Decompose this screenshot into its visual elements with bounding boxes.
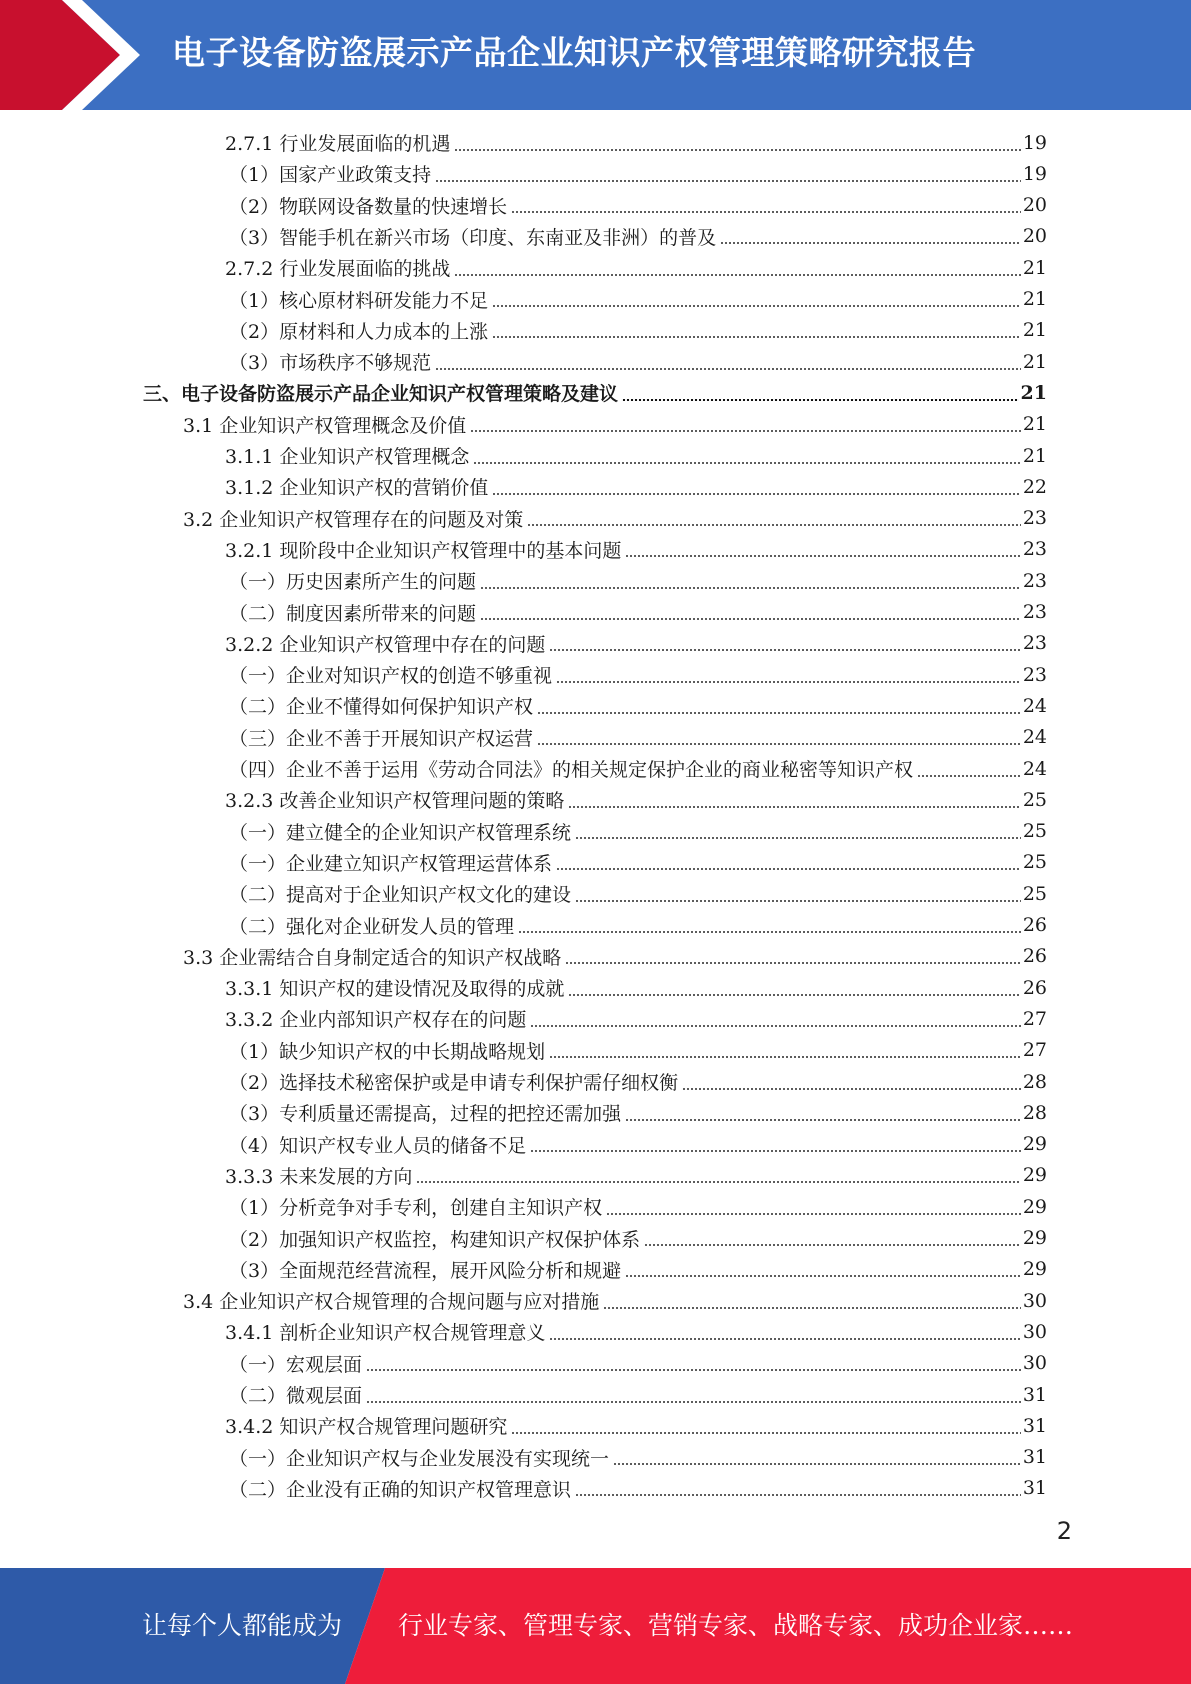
- toc-entry-page: 25: [1022, 851, 1047, 874]
- toc-entry-title: （一）历史因素所产生的问题: [229, 571, 477, 594]
- toc-entry[interactable]: [225, 252, 1047, 283]
- toc-entry[interactable]: [143, 377, 1047, 408]
- toc-dot-leader: [366, 1401, 1021, 1403]
- toc-entry-page: 21: [1020, 381, 1047, 404]
- toc-dot-leader: [575, 1494, 1021, 1496]
- toc-entry-page: 29: [1022, 1133, 1047, 1156]
- toc-entry-title: 3.1 企业知识产权管理概念及价值: [183, 414, 467, 437]
- toc-entry[interactable]: [229, 847, 1047, 878]
- toc-entry[interactable]: [229, 315, 1047, 346]
- toc-entry[interactable]: [229, 1348, 1047, 1379]
- header-arrow-icon: [0, 0, 160, 110]
- toc-entry[interactable]: [229, 1191, 1047, 1222]
- toc-entry-title: 3.3.3 未来发展的方向: [225, 1165, 413, 1188]
- toc-entry-page: 31: [1022, 1477, 1047, 1500]
- toc-entry-title: （三）企业不善于开展知识产权运营: [229, 727, 534, 750]
- toc-dot-leader: [568, 994, 1020, 996]
- toc-entry-title: 3.2.3 改善企业知识产权管理问题的策略: [225, 790, 565, 813]
- toc-entry-page: 21: [1022, 444, 1047, 467]
- toc-entry-page: 26: [1022, 914, 1047, 936]
- toc-dot-leader: [530, 1150, 1021, 1152]
- toc-entry-title: 3.4.1 剖析企业知识产权合规管理意义: [225, 1322, 546, 1345]
- toc-entry[interactable]: [229, 284, 1047, 315]
- toc-dot-leader: [454, 149, 1020, 151]
- toc-entry-title: 3.2.2 企业知识产权管理中存在的问题: [225, 633, 546, 656]
- toc-entry-title: （2）物联网设备数量的快速增长: [229, 195, 508, 218]
- toc-entry-title: 三、电子设备防盗展示产品企业知识产权管理策略及建议: [143, 383, 619, 406]
- toc-dot-leader: [606, 1213, 1021, 1215]
- toc-entry-title: （3）全面规范经营流程，展开风险分析和规避: [229, 1259, 622, 1282]
- toc-entry-title: 3.3.2 企业内部知识产权存在的问题: [225, 1009, 527, 1032]
- toc-entry-title: 2.7.2 行业发展面临的挑战: [225, 258, 451, 281]
- toc-entry[interactable]: [229, 753, 1047, 784]
- toc-entry-page: 23: [1022, 507, 1047, 530]
- toc-entry[interactable]: [229, 221, 1047, 252]
- page-footer: [0, 1568, 1191, 1684]
- toc-dot-leader: [625, 1119, 1021, 1121]
- toc-dot-leader: [682, 1088, 1021, 1090]
- toc-entry-page: 24: [1022, 757, 1047, 780]
- toc-entry-page: 21: [1022, 319, 1047, 342]
- toc-dot-leader: [480, 587, 1021, 589]
- toc-dot-leader: [613, 1463, 1021, 1465]
- toc-entry-title: （3）专利质量还需提高，过程的把控还需加强: [229, 1103, 622, 1126]
- toc-entry-title: （1）国家产业政策支持: [229, 164, 432, 187]
- toc-dot-leader: [492, 305, 1021, 307]
- toc-entry[interactable]: [225, 440, 1047, 471]
- toc-entry-title: （四）企业不善于运用《劳动合同法》的相关规定保护企业的商业秘密等知识产权: [229, 759, 914, 781]
- toc-entry-page: 26: [1022, 945, 1047, 968]
- report-title: 电子设备防盗展示产品企业知识产权管理策略研究报告: [172, 33, 976, 72]
- toc-entry-page: 31: [1022, 1383, 1047, 1406]
- toc-entry-page: 23: [1022, 632, 1047, 655]
- toc-dot-leader: [473, 462, 1020, 464]
- toc-entry[interactable]: [225, 1316, 1047, 1347]
- toc-dot-leader: [518, 931, 1021, 933]
- toc-dot-leader: [603, 1307, 1021, 1309]
- toc-entry[interactable]: [229, 346, 1047, 377]
- page-number: 2: [1056, 1517, 1072, 1545]
- toc-entry[interactable]: [183, 1285, 1047, 1316]
- toc-entry-page: 25: [1022, 882, 1047, 905]
- toc-dot-leader: [917, 775, 1021, 777]
- toc-dot-leader: [549, 1056, 1021, 1058]
- toc-entry-page: 23: [1022, 538, 1047, 561]
- toc-dot-leader: [622, 399, 1019, 401]
- toc-entry-page: 30: [1022, 1289, 1047, 1312]
- toc-entry[interactable]: [229, 565, 1047, 596]
- toc-entry-page: 26: [1022, 976, 1047, 999]
- toc-entry-page: 21: [1022, 256, 1047, 279]
- toc-entry-title: （二）微观层面: [229, 1385, 363, 1407]
- toc-dot-leader: [530, 1025, 1020, 1027]
- page-header: [0, 0, 1191, 110]
- footer-slogan-left: 让每个人都能成为: [142, 1611, 343, 1640]
- toc-entry[interactable]: [229, 597, 1047, 628]
- toc-entry[interactable]: [183, 503, 1047, 534]
- toc-entry-page: 27: [1022, 1039, 1047, 1062]
- toc-entry[interactable]: [229, 1254, 1047, 1285]
- toc-entry[interactable]: [225, 628, 1047, 659]
- toc-entry-page: 19: [1022, 131, 1047, 154]
- toc-dot-leader: [435, 180, 1021, 182]
- toc-entry-title: 3.4 企业知识产权合规管理的合规问题与应对措施: [183, 1291, 600, 1314]
- toc-entry-title: （一）企业对知识产权的创造不够重视: [229, 665, 553, 688]
- toc-entry-page: 25: [1022, 820, 1047, 843]
- toc-entry-title: 3.2.1 现阶段中企业知识产权管理中的基本问题: [225, 539, 622, 562]
- toc-entry-title: （1）缺少知识产权的中长期战略规划: [229, 1040, 546, 1063]
- toc-dot-leader: [470, 430, 1021, 432]
- toc-entry-title: 3.1.1 企业知识产权管理概念: [225, 446, 470, 468]
- toc-entry[interactable]: [229, 1129, 1047, 1160]
- toc-entry[interactable]: [229, 1035, 1047, 1066]
- toc-entry-page: 31: [1022, 1414, 1047, 1437]
- toc-entry[interactable]: [225, 1160, 1047, 1191]
- toc-entry-page: 28: [1022, 1070, 1047, 1093]
- toc-entry-title: （一）企业知识产权与企业发展没有实现统一: [229, 1447, 610, 1470]
- toc-entry-page: 30: [1022, 1320, 1047, 1343]
- toc-entry-page: 20: [1022, 194, 1047, 217]
- toc-entry[interactable]: [229, 158, 1047, 189]
- toc-entry[interactable]: [225, 972, 1047, 1003]
- toc-entry-page: 31: [1022, 1446, 1047, 1469]
- toc-entry-title: （1）核心原材料研发能力不足: [229, 289, 489, 312]
- toc-dot-leader: [492, 336, 1021, 338]
- toc-dot-leader: [537, 712, 1021, 714]
- toc-entry-title: （二）企业没有正确的知识产权管理意识: [229, 1478, 572, 1501]
- toc-entry[interactable]: [225, 127, 1047, 158]
- toc-dot-leader: [492, 493, 1020, 495]
- toc-entry-title: （二）企业不懂得如何保护知识产权: [229, 696, 534, 719]
- toc-entry-page: 21: [1022, 288, 1047, 310]
- toc-entry-title: 2.7.1 行业发展面临的机遇: [225, 133, 451, 155]
- toc-entry[interactable]: [229, 722, 1047, 753]
- toc-entry[interactable]: [225, 534, 1047, 565]
- toc-entry-title: （一）企业建立知识产权管理运营体系: [229, 852, 553, 875]
- toc-entry-page: 22: [1022, 475, 1047, 498]
- toc-entry-title: 3.2 企业知识产权管理存在的问题及对策: [183, 508, 524, 531]
- footer-slogan-right: 行业专家、管理专家、营销专家、战略专家、成功企业家……: [398, 1611, 1074, 1640]
- toc-entry-title: 3.1.2 企业知识产权的营销价值: [225, 477, 489, 500]
- toc-entry[interactable]: [229, 190, 1047, 221]
- toc-entry[interactable]: [229, 690, 1047, 721]
- toc-entry-page: 29: [1022, 1164, 1047, 1187]
- toc-entry[interactable]: [229, 1473, 1047, 1504]
- toc-entry-title: （1）分析竞争对手专利，创建自主知识产权: [229, 1197, 603, 1220]
- toc-entry[interactable]: [229, 910, 1047, 941]
- toc-entry-title: 3.3.1 知识产权的建设情况及取得的成就: [225, 978, 565, 1001]
- toc-entry[interactable]: [229, 1097, 1047, 1128]
- toc-entry-page: 25: [1022, 788, 1047, 811]
- toc-entry-page: 23: [1022, 569, 1047, 592]
- toc-entry[interactable]: [229, 1223, 1047, 1254]
- toc-dot-leader: [527, 524, 1021, 526]
- toc-dot-leader: [549, 1338, 1020, 1340]
- toc-entry[interactable]: [183, 409, 1047, 440]
- toc-dot-leader: [565, 962, 1021, 964]
- toc-entry-page: 29: [1022, 1227, 1047, 1249]
- toc-dot-leader: [480, 618, 1021, 620]
- toc-entry-title: （4）知识产权专业人员的储备不足: [229, 1134, 527, 1157]
- toc-entry[interactable]: [229, 659, 1047, 690]
- toc-entry-title: （二）制度因素所带来的问题: [229, 602, 477, 625]
- toc-entry-title: 3.3 企业需结合自身制定适合的知识产权战略: [183, 946, 562, 969]
- toc-dot-leader: [644, 1244, 1021, 1246]
- toc-entry-page: 27: [1022, 1007, 1047, 1030]
- toc-entry[interactable]: [225, 784, 1047, 815]
- toc-entry-title: （二）提高对于企业知识产权文化的建设: [229, 884, 572, 907]
- toc-entry[interactable]: [229, 878, 1047, 909]
- toc-dot-leader: [556, 681, 1021, 683]
- toc-entry-page: 19: [1022, 162, 1047, 185]
- toc-entry-title: （一）宏观层面: [229, 1353, 363, 1376]
- toc-dot-leader: [366, 1369, 1021, 1371]
- toc-entry[interactable]: [225, 1410, 1047, 1441]
- toc-entry-title: （3）市场秩序不够规范: [229, 352, 432, 375]
- toc-entry-page: 29: [1022, 1195, 1047, 1218]
- toc-entry-title: （2）选择技术秘密保护或是申请专利保护需仔细权衡: [229, 1072, 679, 1094]
- toc-entry-title: （一）建立健全的企业知识产权管理系统: [229, 821, 572, 844]
- toc-entry-page: 20: [1022, 225, 1047, 248]
- toc-dot-leader: [454, 274, 1020, 276]
- toc-entry-title: （二）强化对企业研发人员的管理: [229, 915, 515, 938]
- toc-entry-page: 28: [1022, 1101, 1047, 1124]
- toc-entry[interactable]: [229, 1442, 1047, 1473]
- toc-entry-page: 23: [1022, 663, 1047, 686]
- toc-entry-title: （3）智能手机在新兴市场（印度、东南亚及非洲）的普及: [229, 226, 717, 249]
- toc-dot-leader: [720, 242, 1021, 244]
- toc-dot-leader: [549, 649, 1020, 651]
- toc-entry-title: 3.4.2 知识产权合规管理问题研究: [225, 1416, 508, 1439]
- toc-entry-page: 24: [1022, 694, 1047, 717]
- toc-dot-leader: [435, 368, 1021, 370]
- toc-dot-leader: [511, 1432, 1020, 1434]
- toc-dot-leader: [625, 555, 1020, 557]
- toc-dot-leader: [575, 900, 1021, 902]
- toc-entry[interactable]: [229, 1066, 1047, 1097]
- toc-entry-page: 29: [1022, 1258, 1047, 1281]
- toc-entry-title: （2）原材料和人力成本的上涨: [229, 320, 489, 343]
- toc-entry-title: （2）加强知识产权监控，构建知识产权保护体系: [229, 1228, 641, 1251]
- toc-entry[interactable]: [229, 1379, 1047, 1410]
- toc-dot-leader: [575, 837, 1021, 839]
- toc-entry-page: 21: [1022, 350, 1047, 373]
- toc-entry[interactable]: [183, 941, 1047, 972]
- toc-entry[interactable]: [225, 1003, 1047, 1034]
- toc-entry[interactable]: [225, 471, 1047, 502]
- toc-entry-page: 23: [1022, 601, 1047, 623]
- toc-dot-leader: [537, 743, 1021, 745]
- toc-entry-page: 24: [1022, 726, 1047, 749]
- toc-entry[interactable]: [229, 816, 1047, 847]
- toc-entry-page: 30: [1022, 1352, 1047, 1375]
- toc-dot-leader: [625, 1275, 1021, 1277]
- toc-dot-leader: [556, 868, 1021, 870]
- toc-dot-leader: [416, 1181, 1020, 1183]
- toc-dot-leader: [511, 211, 1021, 213]
- toc-entry-page: 21: [1022, 413, 1047, 436]
- toc-dot-leader: [568, 806, 1020, 808]
